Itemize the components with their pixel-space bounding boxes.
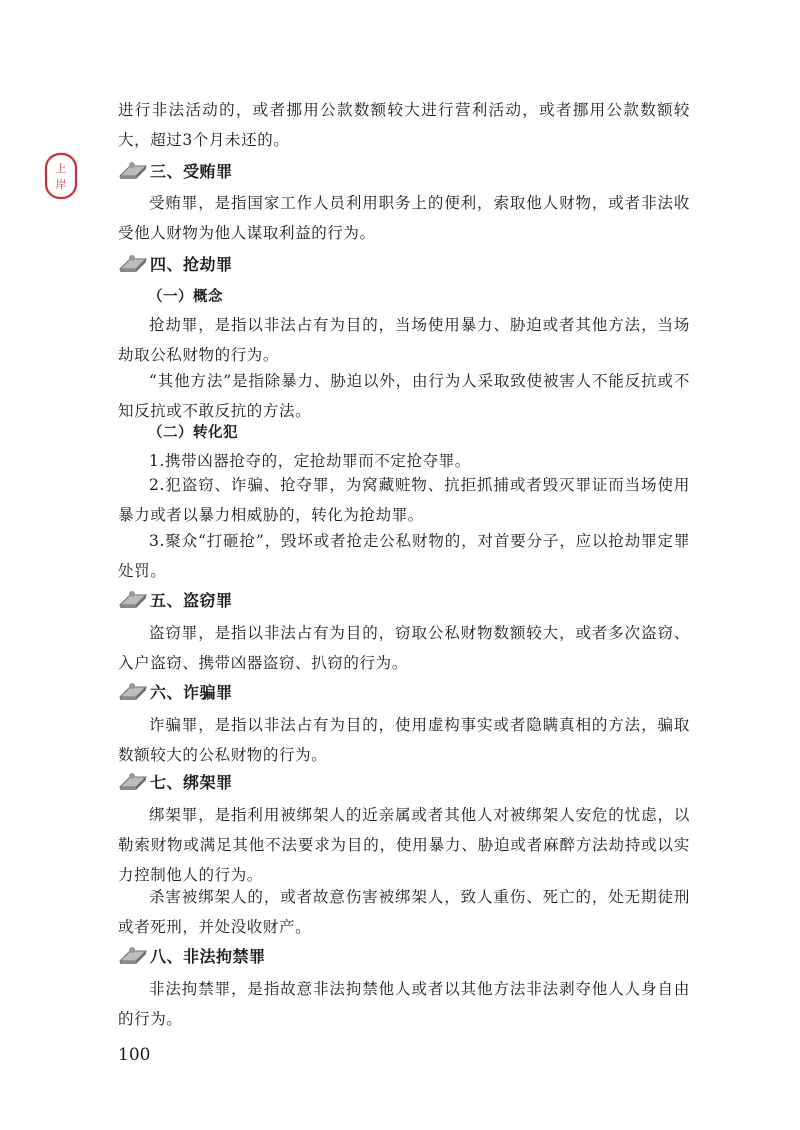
books-icon xyxy=(118,771,148,791)
paragraph: 诈骗罪，是指以非法占有为目的，使用虚构事实或者隐瞒真相的方法，骗取数额较大的公私财物的行为。 xyxy=(118,716,690,764)
paragraph: 受贿罪，是指国家工作人员利用职务上的便利，索取他人财物，或者非法收受他人财物为他人谋取利益的行为。 xyxy=(118,194,690,242)
seal-char-2: 岸 xyxy=(55,178,67,191)
books-icon xyxy=(118,945,148,965)
subheading-transformed: （二）转化犯 xyxy=(148,425,238,441)
books-icon xyxy=(118,253,148,273)
section-title: 五、盗窃罪 xyxy=(150,590,233,610)
section-title: 七、绑架罪 xyxy=(150,772,233,792)
books-icon xyxy=(118,681,148,701)
section-heading-6 xyxy=(118,678,233,704)
list-item: 1.携带凶器抢夺的，定抢劫罪而不定抢夺罪。 xyxy=(149,452,471,470)
page-number: 100 xyxy=(118,1045,151,1065)
paragraph: 杀害被绑架人的，或者故意伤害被绑架人，致人重伤、死亡的，处无期徒刑或者死刑，并处没收财产。 xyxy=(118,888,690,936)
section-heading-8 xyxy=(118,942,266,968)
red-seal-icon xyxy=(44,152,78,200)
paragraph: 盗窃罪，是指以非法占有为目的，窃取公私财物数额较大，或者多次盗窃、入户盗窃、携带凶器盗窃、扒窃的行为。 xyxy=(118,624,690,672)
paragraph-continuation: 进行非法活动的，或者挪用公款数额较大进行营利活动，或者挪用公款数额较大，超过3个月未还的。 xyxy=(118,101,690,149)
section-heading-5 xyxy=(118,586,233,612)
books-icon xyxy=(118,160,148,180)
section-title: 四、抢劫罪 xyxy=(150,254,233,274)
books-icon xyxy=(118,589,148,609)
section-heading-4 xyxy=(118,250,233,276)
seal-char-1: 上 xyxy=(55,162,67,175)
section-heading-7 xyxy=(118,768,233,794)
paragraph: 抢劫罪，是指以非法占有为目的，当场使用暴力、胁迫或者其他方法，当场劫取公私财物的行为。 xyxy=(118,316,690,364)
section-title: 三、受贿罪 xyxy=(150,161,233,181)
paragraph: “其他方法”是指除暴力、胁迫以外，由行为人采取致使被害人不能反抗或不知反抗或不敢反抗的方法。 xyxy=(118,372,690,420)
paragraph: 非法拘禁罪，是指故意非法拘禁他人或者以其他方法非法剥夺他人人身自由的行为。 xyxy=(118,980,690,1028)
list-item: 3.聚众“打砸抢”，毁坏或者抢走公私财物的，对首要分子，应以抢劫罪定罪处罚。 xyxy=(118,532,690,580)
section-heading-3 xyxy=(118,157,233,183)
section-title: 六、诈骗罪 xyxy=(150,682,233,702)
subheading-concept: （一）概念 xyxy=(148,289,223,305)
list-item: 2.犯盗窃、诈骗、抢夺罪，为窝藏赃物、抗拒抓捕或者毁灭罪证而当场使用暴力或者以暴力相威胁的，转化为抢劫罪。 xyxy=(118,476,690,524)
paragraph: 绑架罪，是指利用被绑架人的近亲属或者其他人对被绑架人安危的忧虑，以勒索财物或满足其他不法要求为目的，使用暴力、胁迫或者麻醉方法劫持或以实力控制他人的行为。 xyxy=(118,806,690,884)
section-title: 八、非法拘禁罪 xyxy=(150,946,266,966)
